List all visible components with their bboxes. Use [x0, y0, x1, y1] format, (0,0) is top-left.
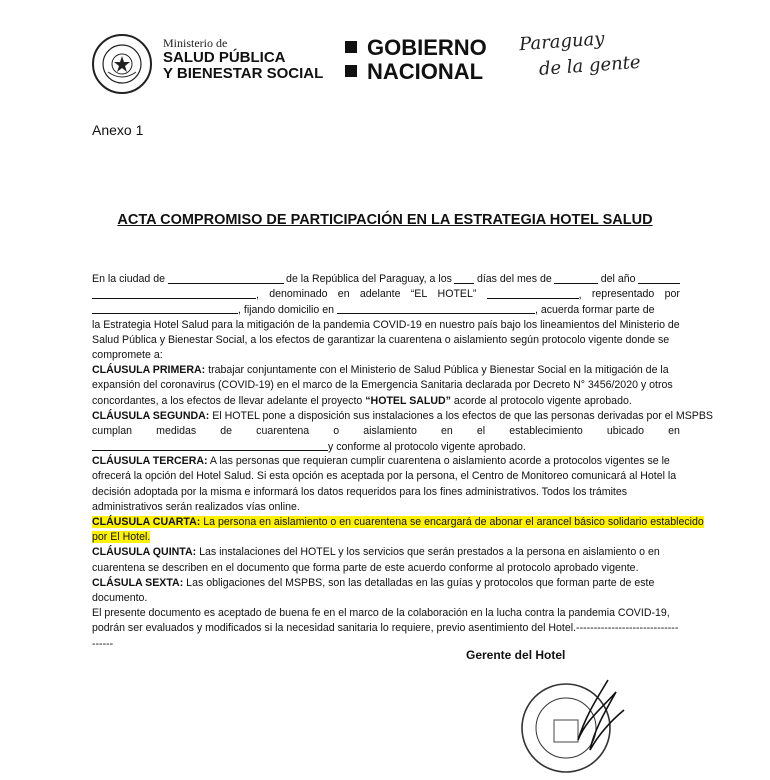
- paragraph-line: concordantes, a los efectos de llevar adelante el proyecto “HOTEL SALUD” acorde al protocolo vigente aprobado.: [92, 394, 632, 407]
- closing-paragraph: El presente documento es aceptado de buena fe en el marco de la colaboración en la lucha contra la pandemia COVID-19,: [92, 607, 670, 620]
- blank-representative: [487, 287, 579, 299]
- blank-address: [337, 302, 535, 314]
- paragraph-line: , fijando domicilio en , acuerda formar parte de: [92, 302, 680, 317]
- paragraph-line: por El Hotel.: [92, 531, 151, 544]
- paragraph-line: expansión del coronavirus (COVID-19) en el marco de la Emergencia Sanitaria declarada por Decreto N° 3456/2020 y otros: [92, 379, 673, 392]
- annex-label: Anexo 1: [92, 122, 144, 138]
- blank-name: [92, 302, 238, 314]
- clause-tercera: CLÁUSULA TERCERA: A las personas que requieran cumplir cuarentena o aislamiento acorde a protocolos vigentes se le: [92, 455, 670, 468]
- blank-day: [454, 272, 474, 284]
- clause-primera: CLÁUSULA PRIMERA: trabajar conjuntamente con el Ministerio de Salud Pública y Bienestar Social en la mitigación de la: [92, 364, 669, 377]
- ministry-seal: [92, 34, 152, 94]
- paragraph-line: la Estrategia Hotel Salud para la mitigación de la pandemia COVID-19 en nuestro país bajo los lineamientos del Ministerio de: [92, 318, 680, 331]
- paragraph-line: administrativos serán realizados vías online.: [92, 500, 300, 513]
- blank-establishment: [92, 439, 328, 451]
- document-body: [92, 272, 713, 652]
- paragraph-line: , denominado en adelante “EL HOTEL” , representado por: [92, 287, 680, 302]
- document-title: ACTA COMPROMISO DE PARTICIPACIÓN EN LA ESTRATEGIA HOTEL SALUD: [117, 212, 653, 228]
- clause-sexta: CLÁSULA SEXTA: Las obligaciones del MSPBS, son las detalladas en las guías y protocolos que forman parte de este: [92, 576, 655, 589]
- paragraph-line: ------: [92, 637, 114, 650]
- paragraph-line: y conforme al protocolo vigente aprobado.: [92, 439, 680, 454]
- paragraph-line: decisión adoptada por la misma e informará los datos requeridos para los fines administrativos. Todos los trámites: [92, 485, 628, 498]
- clause-segunda: CLÁUSULA SEGUNDA: El HOTEL pone a disposición sus instalaciones a los efectos de que las personas derivadas por el MSPBS: [92, 409, 713, 422]
- paragraph-line: En la ciudad de de la República del Paraguay, a los días del mes de del año: [92, 272, 680, 287]
- paragraph-line: ofrecerá la opción del Hotel Salud. Si esta opción es aceptada por la persona, el Centro de Monitoreo comunicará al Hotel la: [92, 470, 677, 483]
- paragraph-line: cumplan medidas de cuarentena o aislamiento en el establecimiento ubicado en: [92, 424, 680, 437]
- blank-month: [554, 272, 598, 284]
- gobierno-nacional-logo: GOBIERNO NACIONAL: [345, 36, 487, 84]
- paragraph-line: Salud Pública y Bienestar Social, a los efectos de garantizar la cuarentena o aislamiento según protocolo vigente donde se: [92, 333, 670, 346]
- slogan-logo: Paraguay de la gente: [518, 28, 642, 80]
- blank-year: [638, 272, 680, 284]
- paragraph-line: documento.: [92, 591, 148, 604]
- clause-quinta: CLÁUSULA QUINTA: Las instalaciones del HOTEL y los servicios que serán prestados a la persona en aislamiento o en: [92, 546, 660, 559]
- paragraph-line: compromete a:: [92, 348, 163, 361]
- paragraph-line: cuarentena se describen en el documento que forma parte de este acuerdo conforme al protocolo aprobado vigente.: [92, 561, 639, 574]
- signature-label: Gerente del Hotel: [466, 648, 566, 662]
- ministry-name: SALUD PÚBLICA Y BIENESTAR SOCIAL: [163, 49, 324, 82]
- hotel-stamp: [516, 670, 636, 779]
- blank-city: [168, 272, 284, 284]
- blank-hotel-name: [92, 287, 256, 299]
- clause-cuarta: CLÁUSULA CUARTA: La persona en aislamiento o en cuarentena se encargará de abonar el arancel básico solidario establecido: [92, 516, 704, 528]
- ministry-small-label: Ministerio de: [163, 36, 228, 50]
- paragraph-line: podrán ser evaluados y modificados si la necesidad sanitaria lo requiere, previo asentimiento del Hotel.-----------------------------: [92, 622, 679, 635]
